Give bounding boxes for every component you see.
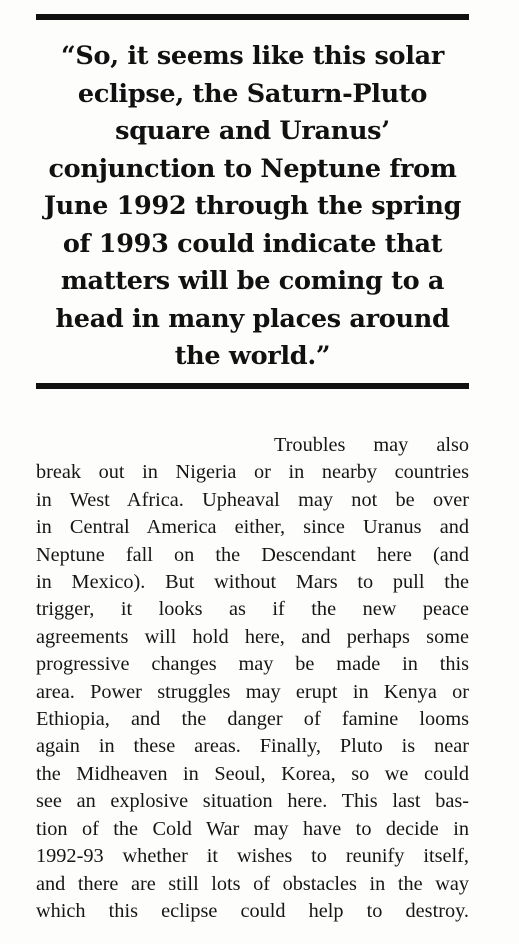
top-rule <box>36 14 469 20</box>
pull-quote-line: the world.” <box>174 341 331 371</box>
body-line: which this eclipse could help to destroy. <box>36 899 469 922</box>
pull-quote-line: conjunction to Neptune from <box>48 153 457 184</box>
bottom-rule <box>36 383 469 389</box>
body-line: see an explosive situation here. This last bas- <box>36 790 469 813</box>
body-line: progressive changes may be made in this <box>36 653 469 676</box>
pull-quote-line: square and Uranus’ <box>115 116 390 146</box>
body-line: Troubles may also <box>274 434 469 456</box>
pull-quote-line: head in many places around <box>55 303 450 334</box>
body-line: again in these areas. Finally, Pluto is near <box>36 735 469 758</box>
body-paragraph <box>36 432 469 925</box>
body-line: trigger, it looks as if the new peace <box>36 598 469 621</box>
body-line: 1992-93 whether it wishes to reunify itself, <box>36 845 469 868</box>
body-line: in West Africa. Upheaval may not be over <box>36 488 469 511</box>
body-line: area. Power struggles may erupt in Kenya or <box>36 680 469 703</box>
body-line: tion of the Cold War may have to decide in <box>36 817 469 840</box>
pull-quote-line: of 1993 could indicate that <box>62 228 443 259</box>
body-line: the Midheaven in Seoul, Korea, so we could <box>36 762 469 785</box>
pull-quote <box>36 38 469 376</box>
pull-quote-line: eclipse, the Saturn-Pluto <box>77 78 428 109</box>
body-line: break out in Nigeria or in nearby countries <box>36 461 469 484</box>
body-line: agreements will hold here, and perhaps some <box>36 625 469 648</box>
body-line: Neptune fall on the Descendant here (and <box>36 543 469 566</box>
pull-quote-line: “So, it seems like this solar <box>61 41 444 71</box>
body-line: and there are still lots of obstacles in the way <box>36 872 469 895</box>
body-line: in Mexico). But without Mars to pull the <box>36 571 469 594</box>
body-line: in Central America either, since Uranus and <box>36 516 469 539</box>
pull-quote-line: matters will be coming to a <box>60 266 445 296</box>
pull-quote-line: June 1992 through the spring <box>43 191 462 221</box>
body-line: Ethiopia, and the danger of famine looms <box>36 708 469 731</box>
